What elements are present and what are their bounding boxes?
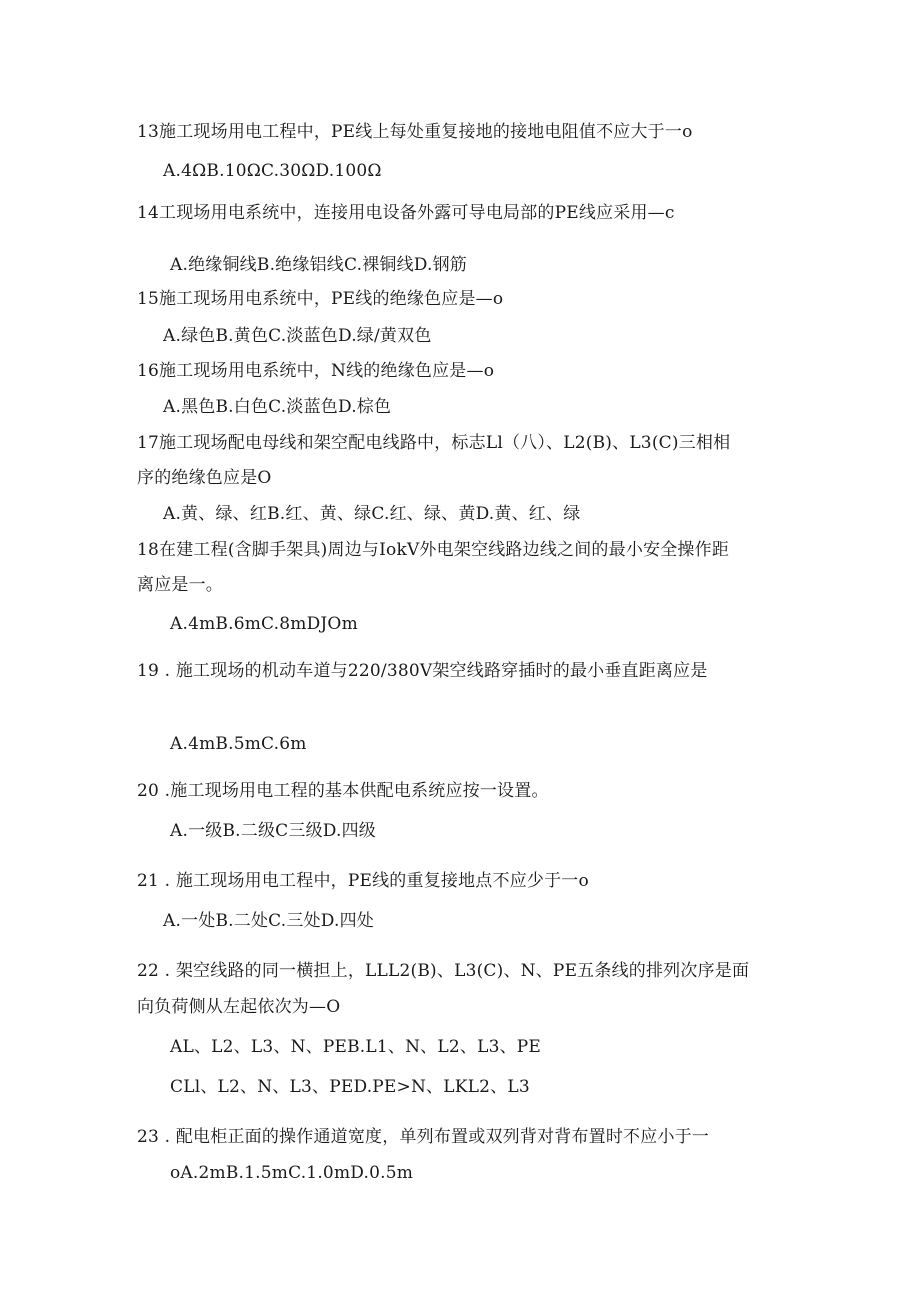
question-13-options: A.4ΩB.10ΩC.30ΩD.100Ω — [163, 161, 382, 181]
question-22-options-line2: CLl、L2、N、L3、PED.PE>N、LKL2、L3 — [170, 1077, 530, 1097]
question-17-text-line1: 17施工现场配电母线和架空配电线路中，标志Ll（八）、L2(B)、L3(C)三相相 — [137, 433, 731, 453]
question-20-text: 20 .施工现场用电工程的基本供配电系统应按一设置。 — [137, 781, 549, 801]
question-18-text-line1: 18在建工程(含脚手架具)周边与IokV外电架空线路边线之间的最小安全操作距 — [137, 540, 730, 560]
question-16-options: A.黑色B.白色C.淡蓝色D.棕色 — [163, 397, 392, 417]
question-14-options: A.绝缘铜线B.绝缘铝线C.裸铜线D.钢筋 — [170, 255, 468, 275]
question-15-text: 15施工现场用电系统中，PE线的绝缘色应是—o — [137, 289, 504, 309]
question-22-options-line1: AL、L2、L3、N、PEB.L1、N、L2、L3、PE — [170, 1037, 542, 1057]
question-18-text-line2: 离应是一。 — [137, 575, 223, 595]
question-19-options: A.4mB.5mC.6m — [170, 734, 307, 754]
question-17-options: A.黄、绿、红B.红、黄、绿C.红、绿、黄D.黄、红、绿 — [163, 504, 581, 524]
question-16-text: 16施工现场用电系统中，N线的绝缘色应是—o — [137, 361, 495, 381]
question-13-text: 13施工现场用电工程中，PE线上每处重复接地的接地电阻值不应大于一o — [137, 122, 693, 142]
question-22-text-line2: 向负荷侧从左起依次为—O — [137, 997, 341, 1017]
question-21-text: 21 . 施工现场用电工程中，PE线的重复接地点不应少于一o — [137, 871, 589, 891]
question-18-options: A.4mB.6mC.8mDJOm — [170, 614, 358, 634]
question-23-options: oA.2mB.1.5mC.1.0mD.0.5m — [170, 1163, 414, 1183]
question-17-text-line2: 序的绝缘色应是O — [137, 468, 272, 488]
question-22-text-line1: 22 . 架空线路的同一横担上，LLL2(B)、L3(C)、N、PE五条线的排列次序是面 — [137, 961, 750, 981]
question-21-options: A.一处B.二处C.三处D.四处 — [163, 911, 375, 931]
question-19-text: 19 . 施工现场的机动车道与220/380V架空线路穿插时的最小垂直距离应是 — [137, 661, 708, 681]
question-23-text: 23 . 配电柜正面的操作通道宽度，单列布置或双列背对背布置时不应小于一 — [137, 1127, 710, 1147]
question-14-text: 14工现场用电系统中，连接用电设备外露可导电局部的PE线应采用—c — [137, 203, 675, 223]
question-20-options: A.一级B.二级C三级D.四级 — [170, 821, 377, 841]
question-15-options: A.绿色B.黄色C.淡蓝色D.绿/黄双色 — [163, 326, 432, 346]
